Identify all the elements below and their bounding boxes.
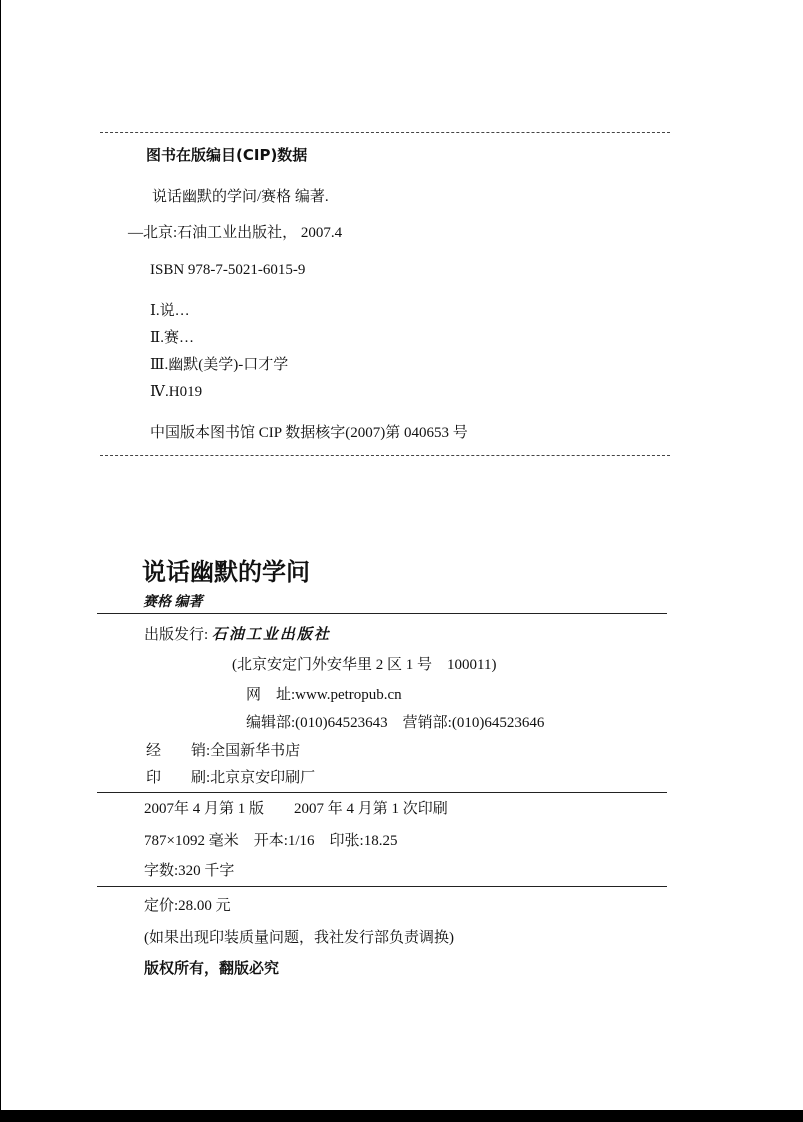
page-bottom-bar	[0, 1110, 803, 1122]
price: 定价:28.00 元	[144, 898, 231, 914]
edition-rule	[97, 886, 667, 887]
distributor-label: 经 销:	[146, 743, 211, 759]
cip-isbn: ISBN 978-7-5021-6015-9	[150, 262, 306, 278]
format-line: 787×1092 毫米 开本:1/16 印张:18.25	[144, 833, 398, 849]
publisher-row	[144, 626, 331, 644]
page-left-border	[0, 0, 1, 1110]
copyright-notice: 版权所有，翻版必究	[144, 959, 280, 977]
quality-notice: (如果出现印装质量问题，我社发行部负责调换)	[144, 930, 454, 946]
publication-rule	[97, 792, 667, 793]
printer-label: 印 刷:	[146, 770, 211, 786]
printer-value: 北京京安印刷厂	[210, 770, 316, 786]
distributor-value: 全国新华书店	[210, 743, 301, 759]
cip-subject-1: Ⅰ.说…	[150, 303, 190, 319]
cip-publisher-line: —北京:石油工业出版社， 2007.4	[128, 225, 343, 241]
cip-subject-3: Ⅲ.幽默(美学)-口才学	[150, 357, 289, 373]
book-title: 说话幽默的学问	[142, 558, 310, 586]
cip-heading: 图书在版编目(CIP)数据	[146, 146, 308, 164]
word-count: 字数:320 千字	[144, 863, 235, 879]
edition-line: 2007年 4 月第 1 版 2007 年 4 月第 1 次印刷	[144, 801, 448, 817]
title-rule	[97, 613, 667, 614]
cip-top-divider	[100, 132, 670, 133]
publisher-address: (北京安定门外安华里 2 区 1 号 100011)	[232, 657, 497, 673]
publisher-label: 出版发行:	[144, 627, 209, 643]
cip-title-line: 说话幽默的学问/赛格 编著.	[152, 189, 329, 205]
cip-subject-2: Ⅱ.赛…	[150, 330, 194, 346]
publisher-website: 网 址:www.petropub.cn	[246, 687, 402, 703]
publisher-phones: 编辑部:(010)64523643 营销部:(010)64523646	[246, 715, 545, 731]
cip-record-number: 中国版本图书馆 CIP 数据核字(2007)第 040653 号	[150, 425, 468, 441]
publisher-name: 石油工业出版社	[211, 627, 331, 643]
book-author: 赛格 编著	[143, 595, 203, 610]
printer-row	[146, 769, 315, 787]
distributor-row	[146, 742, 300, 760]
cip-subject-4: Ⅳ.H019	[150, 384, 203, 400]
cip-bottom-divider	[100, 455, 670, 456]
